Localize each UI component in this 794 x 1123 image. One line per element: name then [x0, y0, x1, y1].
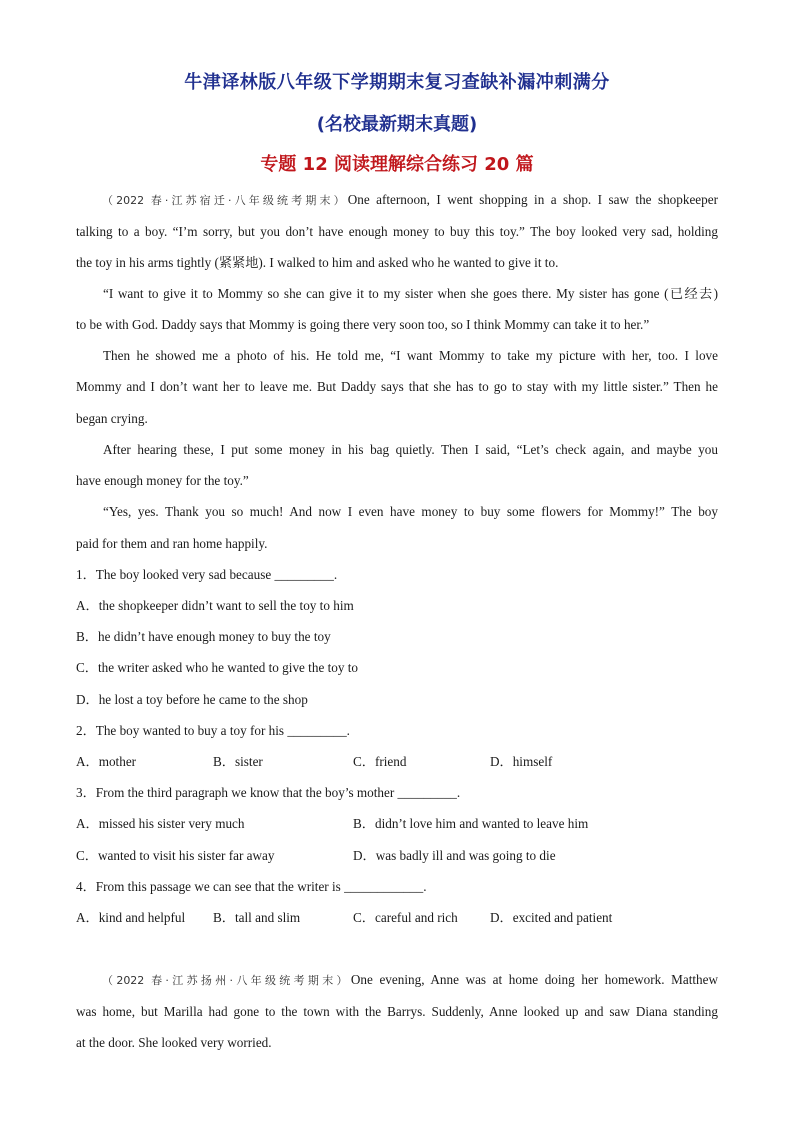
question-stem: 3．From the third paragraph we know that the boy’s mother _________. [76, 785, 461, 800]
paragraph-line: the toy in his arms tightly (紧紧地). I walked to him and asked who he wanted to give it to. [76, 255, 559, 270]
option-b[interactable]: B．tall and slim [213, 910, 301, 925]
paragraph-line: talking to a boy. “I’m sorry, but you don’t have enough money to buy this toy.” The boy looked very sad, holding [76, 224, 718, 239]
document-subtitle: (名校最新期末真题) [316, 114, 478, 135]
question-stem: 2．The boy wanted to buy a toy for his _________. [76, 723, 350, 738]
question-stem: 4．From this passage we can see that the writer is ____________. [76, 879, 427, 894]
paragraph-line: “Yes, yes. Thank you so much! And now I even have money to buy some flowers for Mommy!” The boy [103, 504, 718, 519]
option-c[interactable]: C．careful and rich [353, 910, 458, 925]
paragraph-line: After hearing these, I put some money in his bag quietly. Then I said, “Let’s check again, and maybe you [103, 442, 718, 457]
paragraph-line: began crying. [76, 411, 148, 426]
topic-heading: 专题 12 阅读理解综合练习 20 篇 [260, 154, 534, 175]
option-d[interactable]: D．excited and patient [490, 910, 613, 925]
source-note: （2022 春·江苏宿迁·八年级统考期末） [102, 194, 348, 207]
paragraph-line: （2022 春·江苏宿迁·八年级统考期末）One afternoon, I went shopping in a shop. I saw the shopkeeper [76, 191, 718, 210]
paragraph-line: to be with God. Daddy says that Mommy is going there very soon too, so I think Mommy can take it to her.” [76, 317, 650, 332]
paragraph-line: Then he showed me a photo of his. He told me, “I want Mommy to take my picture with her, too. I love [103, 348, 718, 363]
option-d[interactable]: D．was badly ill and was going to die [353, 848, 556, 863]
option-a[interactable]: A．the shopkeeper didn’t want to sell the toy to him [76, 598, 354, 613]
option-c[interactable]: C．wanted to visit his sister far away [76, 848, 275, 863]
option-c[interactable]: C．the writer asked who he wanted to give the toy to [76, 660, 358, 675]
paragraph-line: paid for them and ran home happily. [76, 536, 268, 551]
paragraph-line: （2022 春·江苏扬州·八年级统考期末）One evening, Anne was at home doing her homework. Matthew [76, 971, 718, 990]
option-d[interactable]: D．himself [490, 754, 553, 769]
paragraph-line: at the door. She looked very worried. [76, 1035, 272, 1050]
option-a[interactable]: A．kind and helpful [76, 910, 186, 925]
question-stem: 1．The boy looked very sad because _________. [76, 567, 338, 582]
option-b[interactable]: B．he didn’t have enough money to buy the toy [76, 629, 331, 644]
option-c[interactable]: C．friend [353, 754, 407, 769]
document-title: 牛津译林版八年级下学期期末复习查缺补漏冲刺满分 [184, 72, 610, 93]
option-d[interactable]: D．he lost a toy before he came to the shop [76, 692, 308, 707]
option-b[interactable]: B．sister [213, 754, 263, 769]
option-a[interactable]: A．missed his sister very much [76, 816, 245, 831]
paragraph-line: “I want to give it to Mommy so she can give it to my sister when she goes there. My sister has gone (已经去) [103, 286, 718, 301]
option-a[interactable]: A．mother [76, 754, 137, 769]
paragraph-line: have enough money for the toy.” [76, 473, 249, 488]
paragraph-line: was home, but Marilla had gone to the town with the Barrys. Suddenly, Anne looked up and saw Diana standing [76, 1004, 718, 1019]
paragraph-line: Mommy and I don’t want her to leave me. But Daddy says that she has to go to stay with my little sister.” Then he [76, 379, 718, 394]
option-b[interactable]: B．didn’t love him and wanted to leave him [353, 816, 589, 831]
source-note: （2022 春·江苏扬州·八年级统考期末） [102, 974, 351, 987]
